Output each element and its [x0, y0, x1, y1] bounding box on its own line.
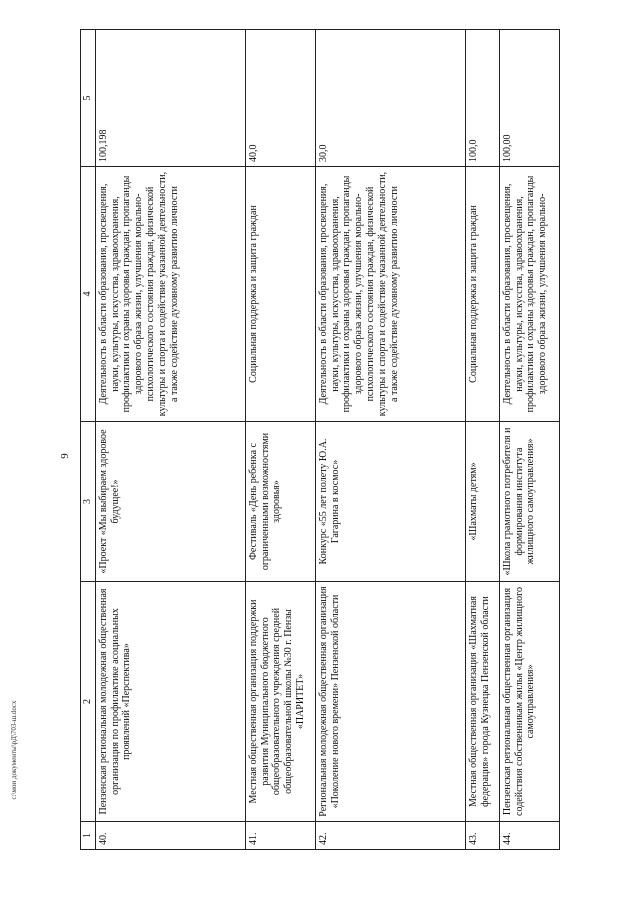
- rotated-table-container: [80, 30, 600, 850]
- row-number: 42.: [315, 822, 465, 850]
- activity-cell: Деятельность в области образования, просвещения, науки, культуры, искусства, здравоохранения, профилактики и охраны здоровья граждан, пропаганды здорового образа жизни, улучшения морально-психологического состояния граждан, физической культуры и спорта и содействие указанной деятельности, а также содействие духовному развитию личности: [95, 167, 245, 422]
- organization-cell: Местная общественная организация поддержки развития Муниципального бюджетного общеобразовательного учреждения средней общеобразовательной школы №30 г. Пензы «ПАРИТЕТ»: [245, 582, 315, 822]
- activity-cell: Социальная поддержка и защита граждан: [465, 167, 499, 422]
- table-row: [499, 30, 559, 850]
- table-row: [245, 30, 315, 850]
- row-number: 43.: [465, 822, 499, 850]
- table-row: [465, 30, 499, 850]
- project-cell: Фестиваль «День ребенка с ограниченными возможностями здоровья»: [245, 422, 315, 582]
- amount-cell: 100,0: [465, 30, 499, 167]
- amount-cell: 40,0: [245, 30, 315, 167]
- activity-cell: Деятельность в области образования, просвещения, науки, культуры, искусства, здравоохранения, профилактики и охраны здоровья граждан, пропаганды здорового образа жизни, улучшения морально-: [499, 167, 559, 422]
- project-cell: «Шахматы детям»: [465, 422, 499, 582]
- amount-cell: 100,00: [499, 30, 559, 167]
- organization-cell: Местная общественная организация «Шахматная федерация» города Кузнецка Пензенской области: [465, 582, 499, 822]
- activity-cell: Социальная поддержка и защита граждан: [245, 167, 315, 422]
- footer-path: c:\мои документы\рД\703-ш.docx: [10, 700, 18, 800]
- header-col-5: 5: [81, 30, 96, 167]
- row-number: 41.: [245, 822, 315, 850]
- project-cell: Конкурс «55 лет полету Ю.А. Гагарина в космос»: [315, 422, 465, 582]
- header-col-2: 2: [81, 582, 96, 822]
- header-col-1: 1: [81, 822, 96, 850]
- page-number: 9: [58, 453, 71, 459]
- header-col-4: 4: [81, 167, 96, 422]
- organization-cell: Пензенская региональная молодежная общественная организация по профилактике асоциальных проявлений «Перспектива»: [95, 582, 245, 822]
- row-number: 40.: [95, 822, 245, 850]
- organization-cell: Региональная молодежная общественная организация «Поколение нового времени» Пензенской области: [315, 582, 465, 822]
- amount-cell: 30,0: [315, 30, 465, 167]
- header-col-3: 3: [81, 422, 96, 582]
- row-number: 44.: [499, 822, 559, 850]
- project-cell: «Проект «Мы выбираем здоровое будущее!»: [95, 422, 245, 582]
- organization-cell: Пензенская региональная общественная организация содействия собственникам жилья «Центр жилищного самоуправления»: [499, 582, 559, 822]
- table-row: [315, 30, 465, 850]
- project-cell: «Школа грамотного потребителя и формирования института жилищного самоуправления»: [499, 422, 559, 582]
- grants-table: [80, 29, 560, 850]
- activity-cell: Деятельность в области образования, просвещения, науки, культуры, искусства, здравоохранения, профилактики и охраны здоровья граждан, пропаганды здорового образа жизни, улучшения морально-психологического состояния граждан, физической культуры и спорта и содействие указанной деятельности, а также содействие духовному развитию личности: [315, 167, 465, 422]
- amount-cell: 100,198: [95, 30, 245, 167]
- table-row: [95, 30, 245, 850]
- header-row: [81, 30, 96, 850]
